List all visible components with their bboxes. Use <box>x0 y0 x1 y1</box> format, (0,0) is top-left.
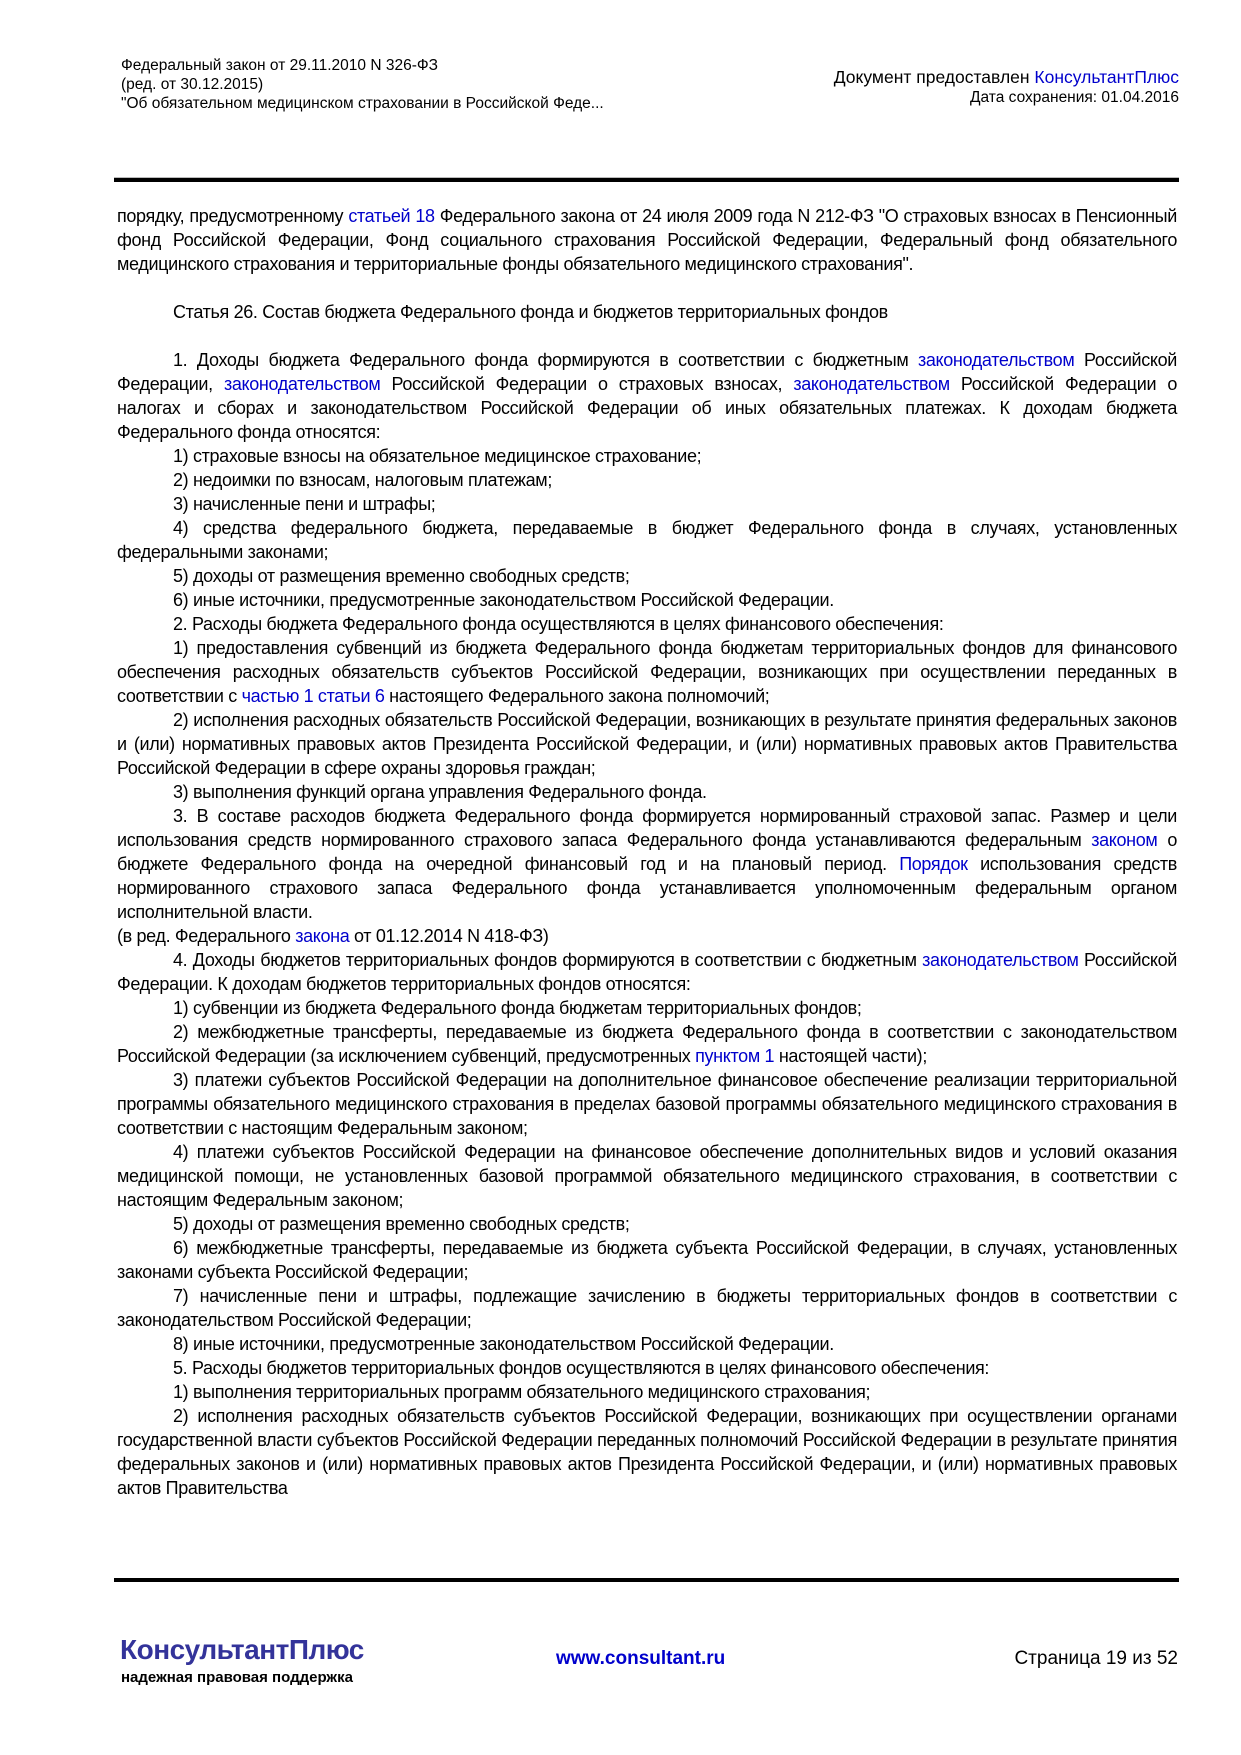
consultant-plus-logo: КонсультантПлюс <box>120 1634 364 1665</box>
paragraph-5: 5. Расходы бюджетов территориальных фондов осуществляются в целях финансового обеспечения: <box>173 1358 990 1378</box>
budget-law-link[interactable]: законом <box>1091 830 1158 850</box>
provider-info <box>834 66 1179 107</box>
clause-1-link[interactable]: пунктом 1 <box>695 1046 775 1066</box>
insurance-legislation-link[interactable]: законодательством <box>223 374 381 394</box>
list-item: 4) средства федерального бюджета, передаваемые в бюджет Федерального фонда в случаях, установленных федеральными законами; <box>117 518 1177 562</box>
website-link[interactable]: www.consultant.ru <box>556 1648 726 1669</box>
paragraph-1: 1. Доходы бюджета Федерального фонда формируются в соответствии с бюджетным законодательством Российской Федерации, законодательством Российской Федерации о страховых взносах, законодательством Российской Федерации о налогах и сборах и законодательством Российской Федерации об иных обязательных платежах. К доходам бюджета Федерального фонда относятся: <box>117 350 1177 442</box>
amending-law-link[interactable]: закона <box>295 926 350 946</box>
part-1-article-6-link[interactable]: частью 1 статьи 6 <box>241 686 385 706</box>
list-item: 3) платежи субъектов Российской Федерации на дополнительное финансовое обеспечение реализации территориальной программы обязательного медицинского страхования в пределах базовой программы обязательного медицинского страхования в соответствии с настоящим Федеральным законом; <box>117 1070 1177 1138</box>
list-item: 1) выполнения территориальных программ обязательного медицинского страхования; <box>173 1382 871 1402</box>
list-item: 7) начисленные пени и штрафы, подлежащие зачислению в бюджеты территориальных фондов в соответствии с законодательством Российской Федерации; <box>117 1286 1177 1330</box>
law-title-line: Федеральный закон от 29.11.2010 N 326-ФЗ <box>121 57 439 74</box>
list-item: 3) начисленные пени и штрафы; <box>173 494 436 514</box>
save-date: Дата сохранения: 01.04.2016 <box>970 89 1179 106</box>
footer-divider <box>114 1578 1179 1582</box>
budget-legislation-link-2[interactable]: законодательством <box>922 950 1079 970</box>
intro-paragraph: порядку, предусмотренному статьей 18 Федерального закона от 24 июля 2009 года N 212-ФЗ "О страховых взносах в Пенсионный фонд Российской Федерации, Фонд социального страхования Российской Федерации, Федеральный фонд обязательного медицинского страхования и территориальные фонды обязательного медицинского страхования". <box>117 206 1177 274</box>
provided-by-label: Документ предоставлен <box>833 67 1035 87</box>
paragraph-2: 2. Расходы бюджета Федерального фонда осуществляются в целях финансового обеспечения: <box>173 614 944 634</box>
article-18-link[interactable]: статьей 18 <box>348 206 435 226</box>
list-item: 1) субвенции из бюджета Федерального фонда бюджетам территориальных фондов; <box>173 998 862 1018</box>
list-item: 2) недоимки по взносам, налоговым платежам; <box>173 470 552 490</box>
logo-tagline: надежная правовая поддержка <box>121 1669 353 1686</box>
list-item: 3) выполнения функций органа управления Федерального фонда. <box>173 782 707 802</box>
document-body <box>117 204 1177 1500</box>
list-item: 5) доходы от размещения временно свободных средств; <box>173 566 630 586</box>
list-item: 2) исполнения расходных обязательств субъектов Российской Федерации, возникающих при осуществлении органами государственной власти субъектов Российской Федерации переданных полномочий Российской Федерации в результате принятия федеральных законов и (или) нормативных правовых актов Президента Российской Федерации, и (или) нормативных правовых актов Правительства <box>117 1406 1177 1498</box>
law-name-line: "Об обязательном медицинском страховании в Российской Феде... <box>121 95 604 112</box>
header-divider <box>114 177 1179 182</box>
provider-brand-link[interactable]: КонсультантПлюс <box>1034 67 1179 87</box>
procedure-link[interactable]: Порядок <box>899 854 968 874</box>
list-item: 2) межбюджетные трансферты, передаваемые из бюджета Федерального фонда в соответствии с законодательством Российской Федерации (за исключением субвенций, предусмотренных пунктом 1 настоящей части); <box>117 1022 1177 1066</box>
list-item: 6) иные источники, предусмотренные законодательством Российской Федерации. <box>173 590 834 610</box>
paragraph-3: 3. В составе расходов бюджета Федерального фонда формируется нормированный страховой запас. Размер и цели использования средств нормированного страхового запаса Федерального фонда устанавливаются федеральным законом о бюджете Федерального фонда на очередной финансовый год и на плановый период. Порядок использования средств нормированного страхового запаса Федерального фонда устанавливается уполномоченным федеральным органом исполнительной власти. <box>117 806 1177 922</box>
list-item: 4) платежи субъектов Российской Федерации на финансовое обеспечение дополнительных видов и условий оказания медицинской помощи, не установленных базовой программой обязательного медицинского страхования, в соответствии с настоящим Федеральным законом; <box>117 1142 1177 1210</box>
article-title: Статья 26. Состав бюджета Федерального фонда и бюджетов территориальных фондов <box>173 302 888 322</box>
page-number: Страница 19 из 52 <box>1014 1648 1178 1669</box>
paragraph-4: 4. Доходы бюджетов территориальных фондов формируются в соответствии с бюджетным законодательством Российской Федерации. К доходам бюджетов территориальных фондов относятся: <box>117 950 1177 994</box>
list-item: 8) иные источники, предусмотренные законодательством Российской Федерации. <box>173 1334 834 1354</box>
law-edition-line: (ред. от 30.12.2015) <box>121 76 264 93</box>
tax-legislation-link[interactable]: законодательством <box>793 374 950 394</box>
list-item: 1) страховые взносы на обязательное медицинское страхование; <box>173 446 702 466</box>
list-item: 2) исполнения расходных обязательств Российской Федерации, возникающих в результате принятия федеральных законов и (или) нормативных правовых актов Президента Российской Федерации, и (или) нормативных правовых актов Правительства Российской Федерации в сфере охраны здоровья граждан; <box>117 710 1177 778</box>
document-header-info <box>121 56 604 113</box>
list-item: 1) предоставления субвенций из бюджета Федерального фонда бюджетам территориальных фондов для финансового обеспечения расходных обязательств субъектов Российской Федерации, возникающих при осуществлении переданных в соответствии с частью 1 статьи 6 настоящего Федерального закона полномочий; <box>117 638 1177 706</box>
list-item: 5) доходы от размещения временно свободных средств; <box>173 1214 630 1234</box>
edition-note: (в ред. Федерального закона от 01.12.2014 N 418-ФЗ) <box>117 926 549 946</box>
list-item: 6) межбюджетные трансферты, передаваемые из бюджета субъекта Российской Федерации, в случаях, установленных законами субъекта Российской Федерации; <box>117 1238 1177 1282</box>
budget-legislation-link[interactable]: законодательством <box>917 350 1075 370</box>
